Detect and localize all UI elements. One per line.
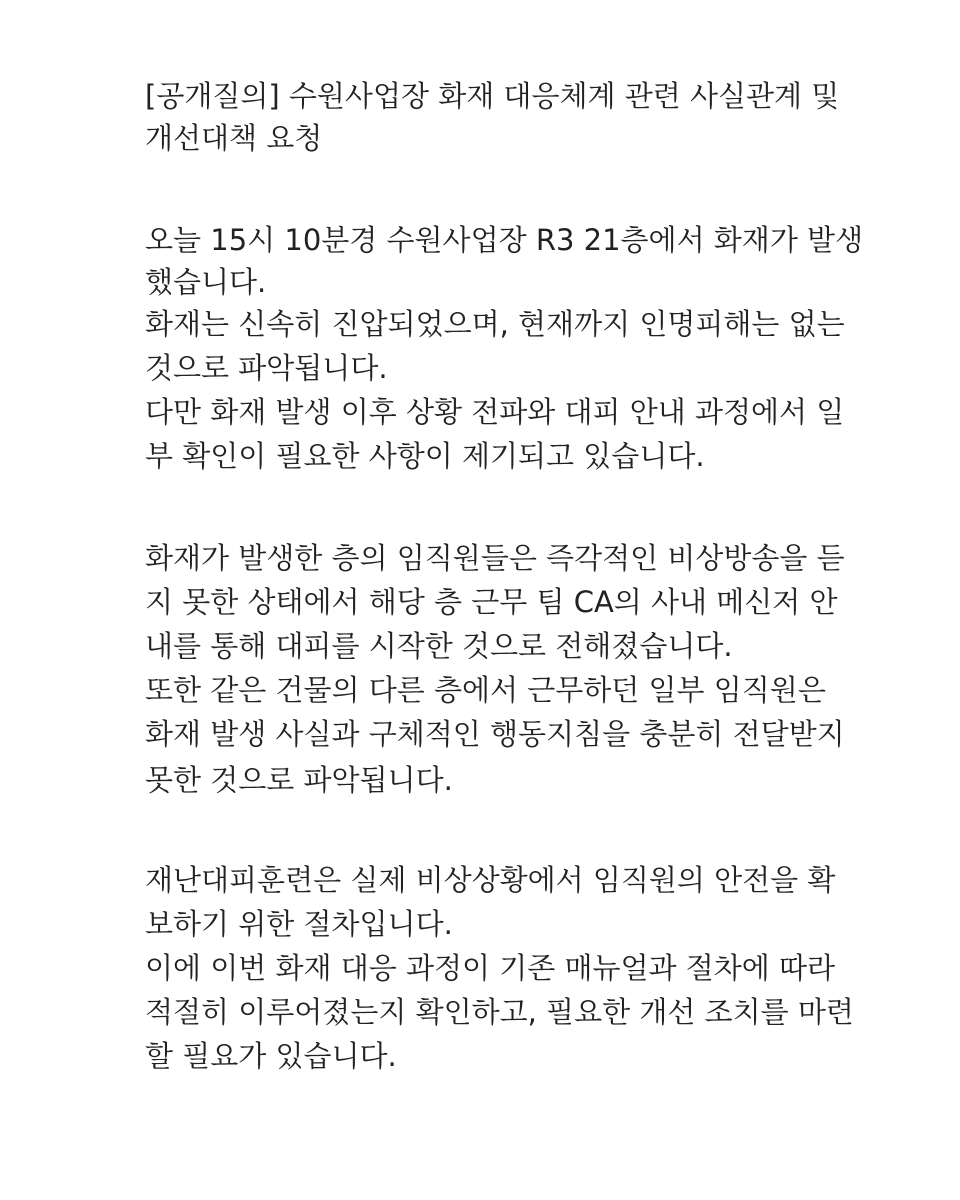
- paragraph-3-line-2: 보하기 위한 절차입니다.: [145, 907, 453, 941]
- document-title-line-2: 개선대책 요청: [145, 121, 323, 155]
- paragraph-2-line-1: 화재가 발생한 층의 임직원들은 즉각적인 비상방송을 듣: [145, 541, 845, 575]
- paragraph-1-line-2: 했습니다.: [145, 265, 267, 299]
- paragraph-1-line-4: 것으로 파악됩니다.: [145, 351, 388, 385]
- paragraph-2-line-5: 화재 발생 사실과 구체적인 행동지침을 충분히 전달받지: [145, 717, 845, 751]
- paragraph-3-line-5: 할 필요가 있습니다.: [145, 1039, 397, 1073]
- paragraph-3-line-4: 적절히 이루어졌는지 확인하고, 필요한 개선 조치를 마련: [145, 995, 854, 1029]
- paragraph-1-line-5: 다만 화재 발생 이후 상황 전파와 대피 안내 과정에서 일: [145, 395, 845, 429]
- paragraph-2-line-6: 못한 것으로 파악됩니다.: [145, 763, 453, 797]
- paragraph-2-line-3: 내를 통해 대피를 시작한 것으로 전해졌습니다.: [145, 629, 733, 663]
- paragraph-1-line-6: 부 확인이 필요한 사항이 제기되고 있습니다.: [145, 439, 705, 473]
- paragraph-2-line-4: 또한 같은 건물의 다른 층에서 근무하던 일부 임직원은: [145, 673, 826, 707]
- paragraph-3-line-3: 이에 이번 화재 대응 과정이 기존 매뉴얼과 절차에 따라: [145, 951, 836, 985]
- document-title-line-1: [공개질의] 수원사업장 화재 대응체계 관련 사실관계 및: [145, 79, 840, 113]
- paragraph-1-line-1: 오늘 15시 10분경 수원사업장 R3 21층에서 화재가 발생: [145, 223, 864, 257]
- paragraph-1-line-3: 화재는 신속히 진압되었으며, 현재까지 인명피해는 없는: [145, 307, 845, 341]
- paragraph-3-line-1: 재난대피훈련은 실제 비상상황에서 임직원의 안전을 확: [145, 863, 836, 897]
- paragraph-2-line-2: 지 못한 상태에서 해당 층 근무 팀 CA의 사내 메신저 안: [145, 585, 838, 619]
